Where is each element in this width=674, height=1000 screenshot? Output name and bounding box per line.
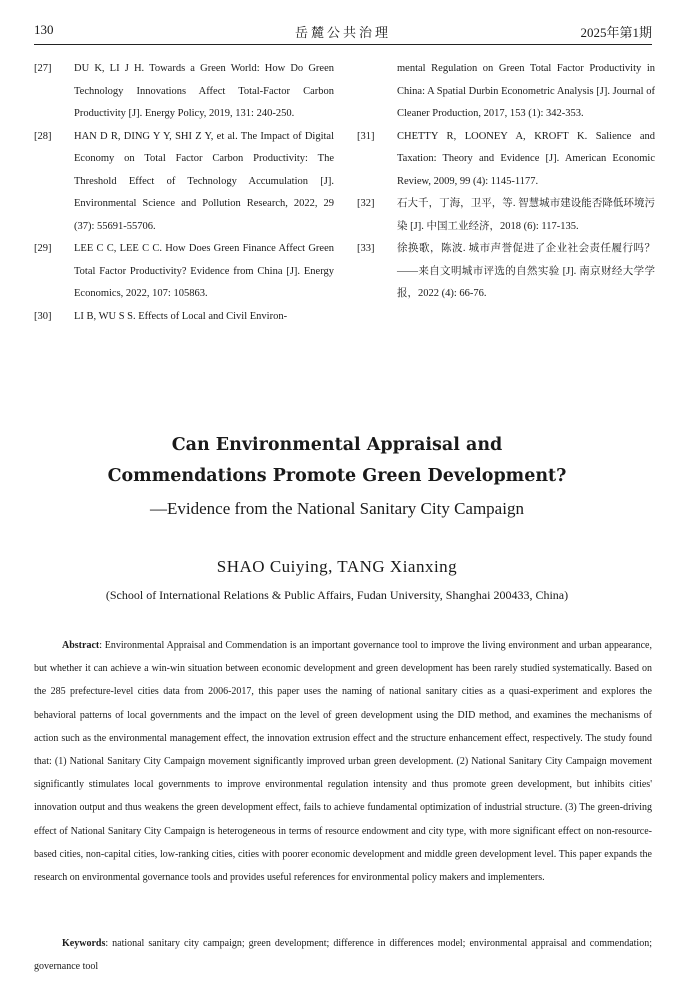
article-title-line: Can Environmental Appraisal and	[171, 435, 503, 455]
reference-text: 徐换歌，陈波. 城市声誉促进了企业社会责任履行吗？——来自文明城市评选的自然实验 [J]. 南京财经大学学报，2022 (4): 66-76.	[397, 243, 655, 299]
page-number: 130	[34, 22, 54, 37]
reference-item	[34, 238, 334, 306]
reference-number: [32]	[357, 198, 375, 209]
reference-item	[357, 126, 655, 194]
reference-text: LI B, WU S S. Effects of Local and Civil Environ-	[74, 310, 288, 322]
reference-item	[34, 126, 334, 239]
reference-text: HAN D R, DING Y Y, SHI Z Y, et al. The Impact of Digital Economy on Total Factor Carbon Productivity: The Threshold Effect of Technology Accumulation [J]. Environmental Science and Pollution Research, 2022, 29 (37): 55691-55706.	[74, 130, 334, 232]
reference-text: CHETTY R, LOONEY A, KROFT K. Salience and Taxation: Theory and Evidence [J]. American Economic Review, 2009, 99 (4): 1145-1177.	[397, 130, 655, 187]
issue-label: 2025年第1期	[580, 25, 652, 40]
reference-number: [29]	[34, 243, 52, 254]
reference-number: [28]	[34, 130, 52, 142]
references-right-column	[357, 58, 655, 306]
keywords-label: Keywords	[62, 938, 106, 949]
reference-text: mental Regulation on Green Total Factor Productivity in China: A Spatial Durbin Econometric Analysis [J]. Journal of Cleaner Production, 2017, 153 (1): 342-353.	[397, 63, 655, 119]
reference-text: LEE C C, LEE C C. How Does Green Finance Affect Green Total Factor Productivity? Evidence from China [J]. Energy Economics, 2022, 107: 105863.	[74, 243, 334, 299]
reference-number: [33]	[357, 243, 375, 254]
reference-number: [27]	[34, 63, 52, 74]
page-header	[34, 20, 652, 45]
article-title	[0, 430, 674, 492]
journal-name: 岳麓公共治理	[294, 25, 391, 40]
abstract-label: Abstract	[62, 640, 100, 651]
reference-item	[34, 58, 334, 126]
keywords-paragraph	[34, 932, 652, 978]
reference-item	[357, 193, 655, 238]
author-affiliation: (School of International Relations & Public Affairs, Fudan University, Shanghai 200433, China)	[105, 588, 569, 602]
reference-item	[357, 58, 655, 126]
article-subtitle: —Evidence from the National Sanitary City Campaign	[150, 499, 524, 518]
references-left-column	[34, 58, 334, 328]
abstract-paragraph	[34, 634, 652, 889]
reference-text: 石大千，丁海，卫平，等. 智慧城市建设能否降低环境污染 [J]. 中国工业经济，2018 (6): 117-135.	[397, 198, 655, 232]
abstract-text: : Environmental Appraisal and Commendation is an important governance tool to improve the living environment and urban appearance, but whether it can achieve a win-win situation between economic development and green development has been rarely studied systematically. Based on the 285 prefecture-level cities data from 2006-2017, this paper uses the naming of national sanitary cities as a quasi-experiment and explores the behavioral patterns of local governments and the impact on the level of green development using the DID method, and examines the mechanisms of action such as the environmental management effect, the innovation extrusion effect and the structure enhancement effect, respectively. The study found that: (1) National Sanitary City Campaign movement significantly improved urban green development. (2) National Sanitary City Campaign movement significantly stimulates local governments to improve environmental regulation intensity and thus promote green development, but inhibits cities' innovation output and thus weakens the green development effect, fails to achieve fundamental optimization of industrial structure. (3) The green-driving effect of National Sanitary City Campaign is heterogeneous in terms of resource endowment and city type, with more significant effect on non-resource-based cities, non-capital cities, low-ranking cities, cities with poorer economic development and middle green development level. This paper expands the research on environmental governance tools and provides useful references for environmental policy makers and implementers.	[34, 640, 652, 884]
reference-item	[34, 306, 334, 329]
reference-item	[357, 238, 655, 306]
article-authors: SHAO Cuiying, TANG Xianxing	[216, 557, 458, 576]
reference-number: [31]	[357, 130, 375, 142]
reference-text: DU K, LI J H. Towards a Green World: How Do Green Technology Innovations Affect Total-Factor Carbon Productivity [J]. Energy Policy, 2019, 131: 240-250.	[74, 63, 334, 119]
article-title-line: Commendations Promote Green Development?	[107, 466, 567, 486]
reference-number: [30]	[34, 310, 52, 322]
keywords-text: : national sanitary city campaign; green development; difference in differences model; environmental appraisal and commendation; governance tool	[34, 938, 652, 973]
